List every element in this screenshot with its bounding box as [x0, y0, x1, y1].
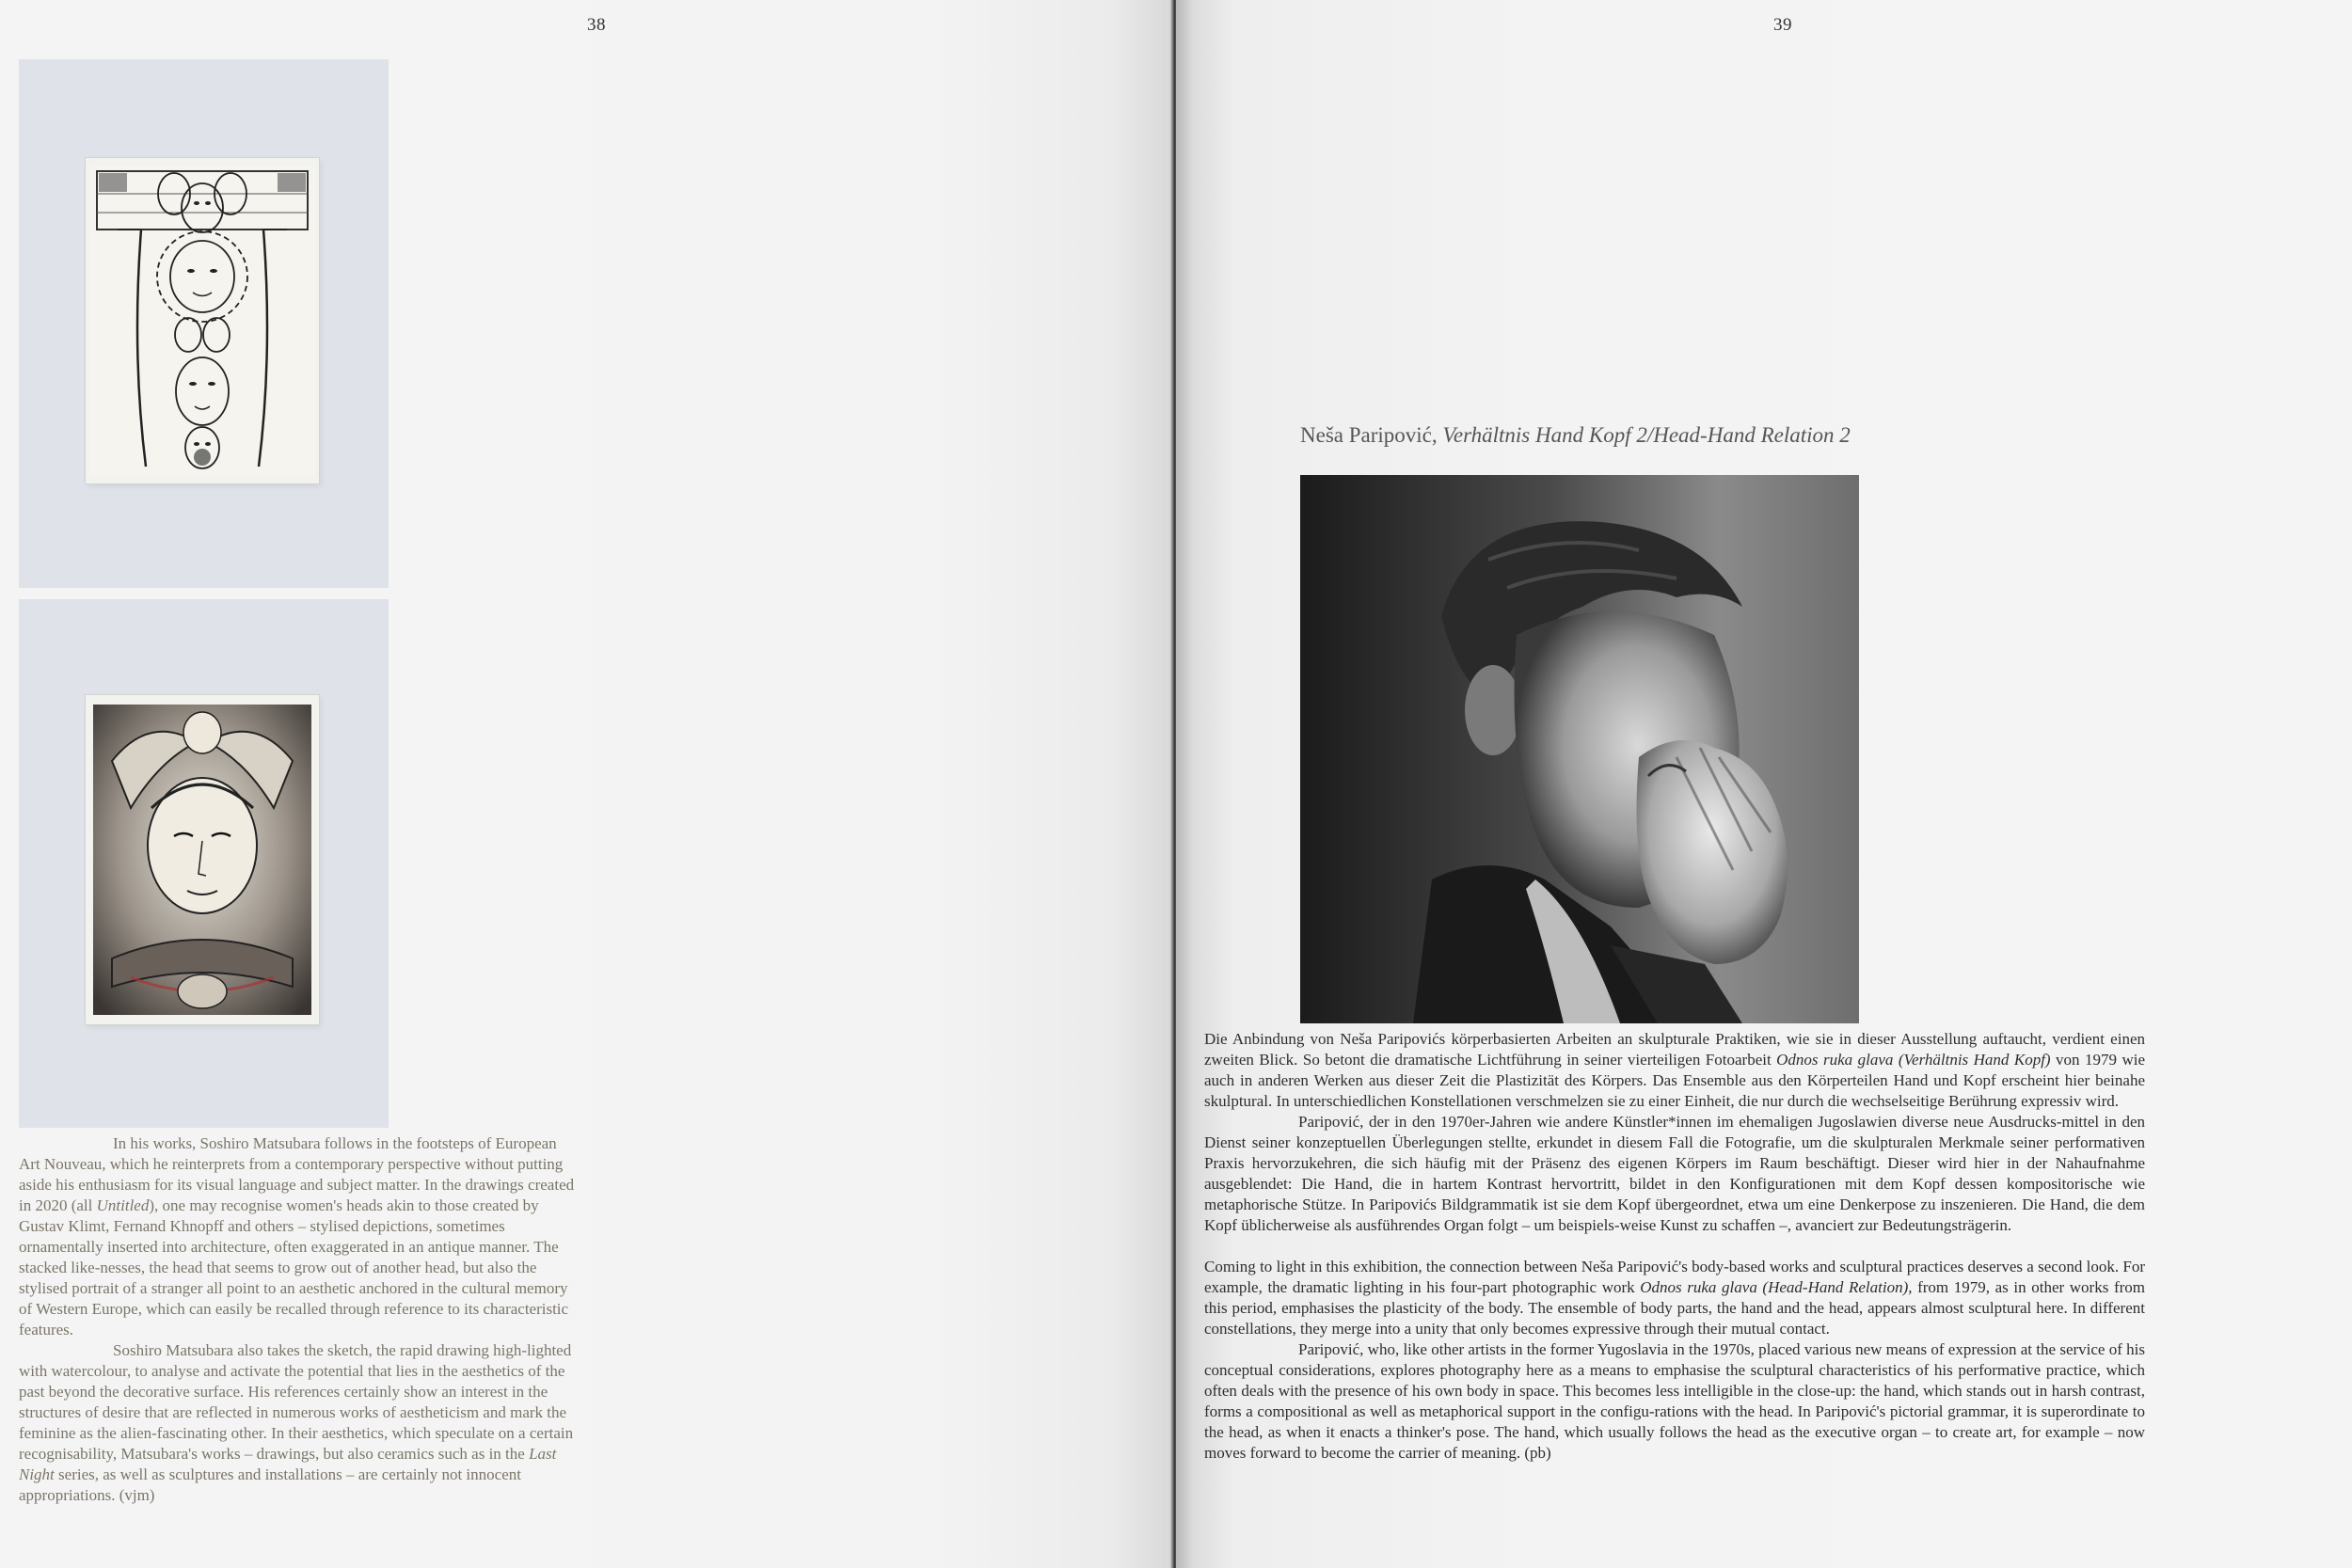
artwork-photo-2: [19, 599, 389, 1128]
caption-title: Verhältnis Hand Kopf 2/Head-Hand Relation 2: [1442, 423, 1851, 447]
paragraph: [19, 1340, 579, 1506]
paragraph-en-2: Paripović, who, like other artists in the former Yugoslavia in the 1970s, placed various new means of expression at the service of his conceptual considerations, explores photography here as a means to emphasise the sculptural characteristics of his performative practice, which often deals with the presence of his own body in space. This becomes less intelligible in the close-up: the hand, which stands out in harsh contrast, forms a compositional as well as metaphorical support in the configu-rations with the head. In Paripović's pictorial grammar, it is superordinate to the head, as when it enacts a thinker's pose. The hand, which usually follows the head as the executive organ – to create art, for example – now moves forward to become the carrier of meaning. (pb): [1204, 1340, 2145, 1462]
italic-title: Odnos ruka glava (Head-Hand Relation),: [1640, 1278, 1913, 1296]
text-run: ), one may recognise women's heads akin to those created by Gustav Klimt, Fernand Khnopff and others – stylised depictions, sometimes ornamentally inserted into architecture, often exaggerated in an antique manner. The stacked like-nesses, the head that seems to grow out of another head, but also the stylised portrait of a stranger all point to an aesthetic anchored in the cultural memory of Western Europe, which can easily be recalled through reference to its characteristic features.: [19, 1196, 569, 1338]
caption-artist: Neša Paripović,: [1300, 423, 1443, 447]
text-run: from 1979, as in other works from this period, emphasises the plasticity of the body. The ensemble of body parts, the hand and the head, appears almost sculptural here. In different constellations, they merge into a unity that only becomes expressive through their mutual contact.: [1204, 1278, 2145, 1338]
page-number-right: 39: [1773, 15, 1792, 35]
artwork-photo-paripovic: [1300, 475, 1859, 1023]
paragraph-de-1: [1204, 1029, 2145, 1112]
text-run: Soshiro Matsubara also takes the sketch, the rapid drawing high-lighted with watercolour, to analyse and activate the potential that lies in the aesthetics of the past beyond the decorative surface. His references certainly show an interest in the structures of desire that are reflected in numerous works of aestheticism and mark the feminine as the alien-fascinating other. In their aesthetics, which speculate on a certain recognisability, Matsubara's works – drawings, but also ceramics such as in the: [19, 1341, 574, 1463]
figure-caption: [1300, 423, 1851, 448]
article-text-matsubara: [19, 1133, 579, 1506]
watercolour-head-drawing: [93, 705, 311, 1015]
text-run: series, as well as sculptures and installations – are certainly not innocent appropriations. (vjm): [19, 1465, 521, 1504]
drawing-mat-1: [86, 158, 319, 483]
italic-title: Last Night: [19, 1445, 557, 1483]
italic-title: Untitled: [96, 1196, 150, 1214]
text-run: In his works, Soshiro Matsubara follows in the footsteps of European Art Nouveau, which he reinterprets from a contemporary perspective without putting aside his enthusiasm for its visual language and subject matter. In the drawings created in 2020 (all: [19, 1134, 575, 1214]
drawing-mat-2: [86, 695, 319, 1024]
head-hand-photograph: [1300, 475, 1859, 1023]
text-run: Coming to light in this exhibition, the connection between Neša Paripović's body-based works and sculptural practices deserves a second look. For example, the dramatic lighting in his four-part photographic work: [1204, 1258, 2145, 1296]
left-page: [0, 0, 1171, 1568]
right-page: [1176, 0, 2352, 1568]
stacked-heads-drawing: [89, 166, 315, 476]
paragraph: [19, 1133, 579, 1340]
page-number-left: 38: [587, 15, 606, 35]
artwork-photo-1: [19, 59, 389, 588]
text-run: Die Anbindung von Neša Paripovićs körperbasierten Arbeiten an skulpturale Praktiken, wie sie in dieser Ausstellung auftaucht, verdient einen zweiten Blick. So betont die dramatische Lichtführung in seiner vierteiligen Fotoarbeit: [1204, 1030, 2145, 1069]
article-text-paripovic: [1204, 1029, 2145, 1464]
paragraph-de-2: Paripović, der in den 1970er-Jahren wie andere Künstler*innen im ehemaligen Jugoslawien diverse neue Ausdrucks-mittel in den Dienst seiner konzeptuellen Überlegungen stellte, erkundet in diesem Fall die Fotografie, um die skulpturalen Merkmale seiner performativen Praxis hervorzukehren, die sich häufig mit der Präsenz des eigenen Körpers im Raum beschäftigt. Dieser wird hier in der Nahaufnahme ausgeblendet: Die Hand, die in hartem Kontrast hervortritt, bildet in den Konfigurationen mit dem Kopf dessen kompositorische wie metaphorische Stütze. In Paripovićs Bildgrammatik ist sie dem Kopf übergeordnet, etwa um eine Denkerpose zu inszenieren. Die Hand, die dem Kopf üblicherweise als ausführendes Organ folgt – um beispiels-weise Kunst zu schaffen –, avanciert zur Bedeutungsträgerin.: [1204, 1113, 2145, 1234]
paragraph-gap: [1204, 1236, 2145, 1257]
paragraph-en-1: [1204, 1257, 2145, 1339]
text-run: von 1979 wie auch in anderen Werken aus dieser Zeit die Plastizität des Körpers. Das Ensemble aus den Körperteilen Hand und Kopf erscheint hier beinahe skulptural. In unterschiedlichen Konstellationen verschmelzen sie zu einer Einheit, die nur durch die wechselseitige Berührung expressiv wird.: [1204, 1051, 2146, 1110]
italic-title: Odnos ruka glava (Verhältnis Hand Kopf): [1776, 1051, 2051, 1069]
